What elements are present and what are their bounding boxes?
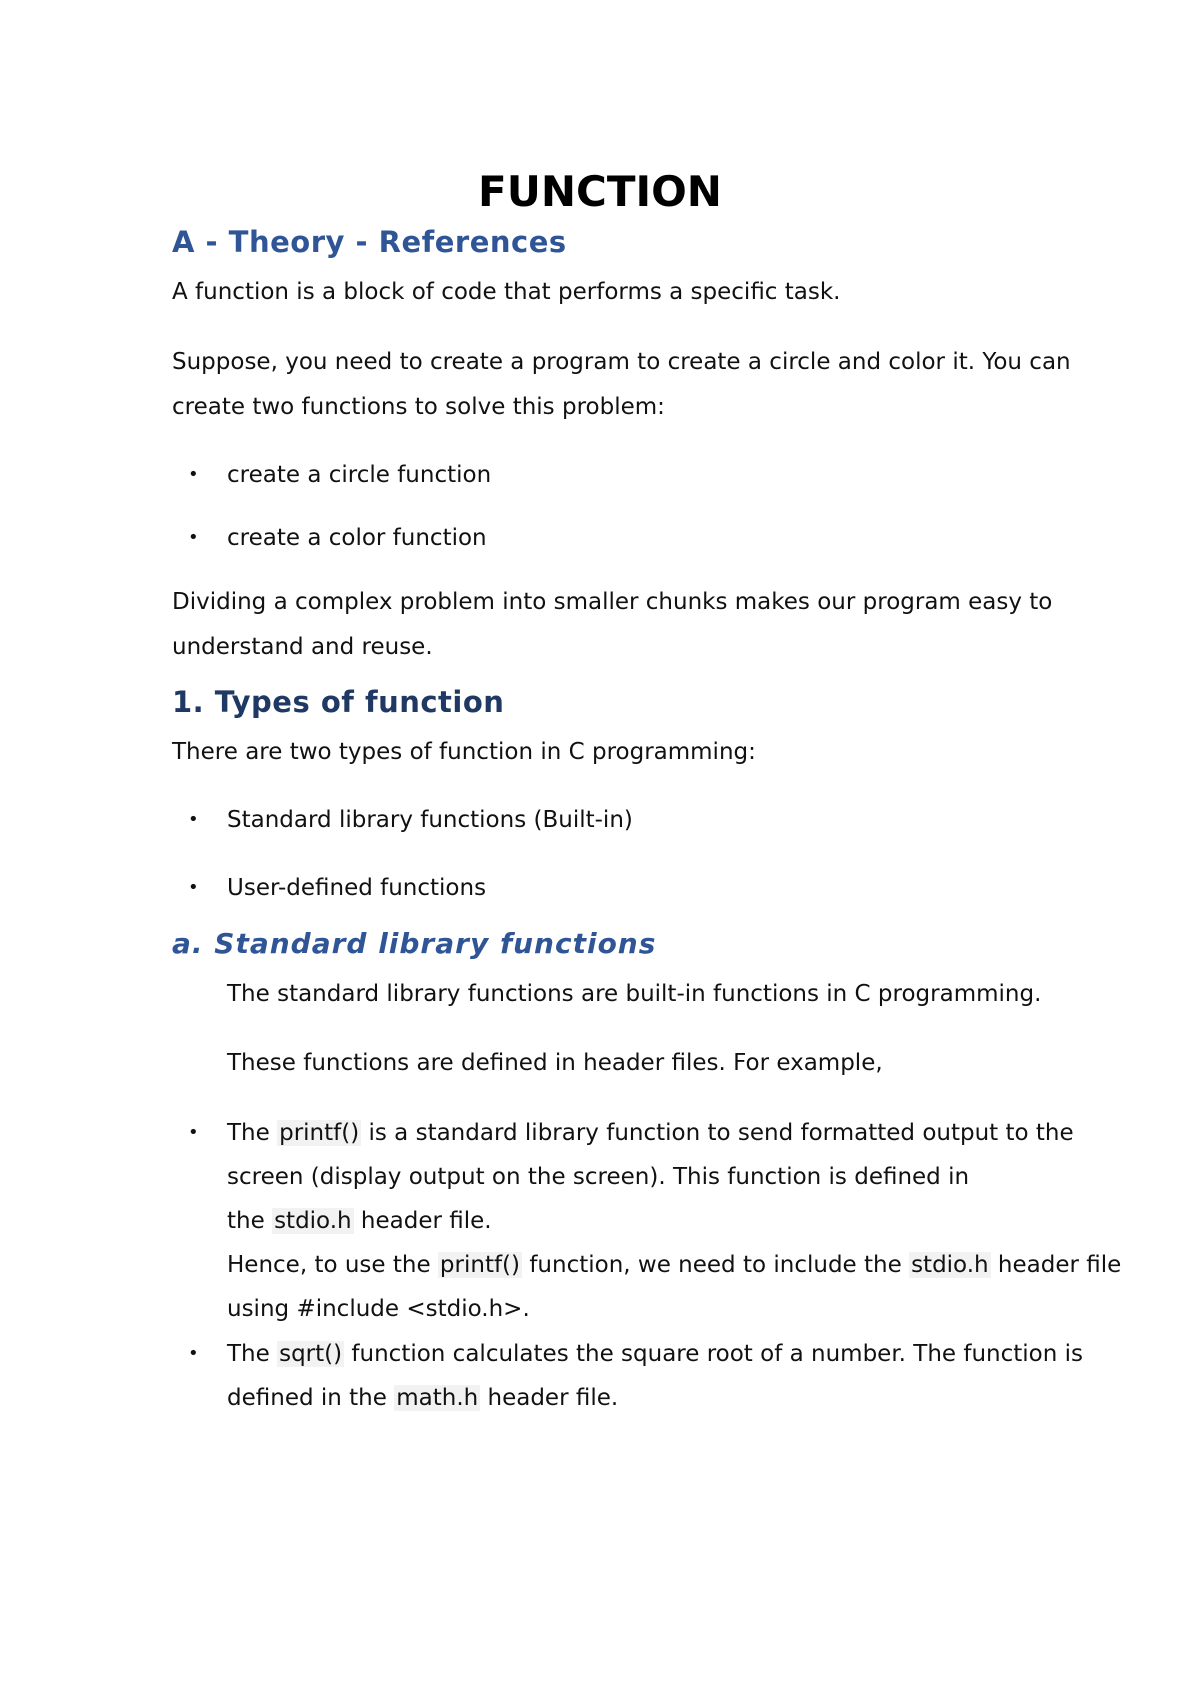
text-segment: header file. [353,1208,492,1234]
text-segment: function, we need to include the [522,1252,910,1278]
code-printf: printf() [439,1252,521,1278]
text-segment: Hence, to use the [227,1252,438,1278]
heading-standard-library-functions: a. Standard library functions [172,927,657,960]
sqrt-line2 [227,1376,618,1421]
list-item-user-defined: User-defined functions [227,875,487,901]
code-stdio-h: stdio.h [911,1252,989,1278]
list-item-standard-library: Standard library functions (Built-in) [227,807,633,833]
text-segment: the [227,1208,273,1234]
paragraph-two-types: There are two types of function in C programming: [172,739,756,765]
bullet-dot: • [188,877,199,898]
paragraph-suppose-line2: create two functions to solve this problem: [172,394,665,420]
code-math-h: math.h [396,1385,479,1411]
text-segment: The [227,1341,278,1367]
sqrt-line1 [227,1332,1083,1377]
text-segment: defined in the [227,1385,395,1411]
bullet-dot: • [188,464,199,485]
paragraph-built-in: The standard library functions are built-in functions in C programming. [227,981,1042,1007]
paragraph-suppose-line1: Suppose, you need to create a program to create a circle and color it. You can [172,349,1071,375]
text-segment: header file. [480,1385,619,1411]
document-title: FUNCTION [478,167,722,216]
bullet-dot: • [188,527,199,548]
heading-types-of-function: 1. Types of function [172,685,505,719]
printf-line1 [227,1111,1074,1156]
list-item-circle-function: create a circle function [227,462,492,488]
text-segment: header file [990,1252,1122,1278]
text-segment: The [227,1120,278,1146]
text-segment: function calculates the square root of a number. The function is [344,1341,1084,1367]
bullet-dot: • [188,809,199,830]
heading-theory-references: A - Theory - References [172,225,567,259]
code-stdio-h: stdio.h [274,1208,352,1234]
paragraph-dividing-line2: understand and reuse. [172,634,433,660]
list-item-color-function: create a color function [227,525,487,551]
bullet-dot: • [188,1343,199,1364]
printf-line3 [227,1199,492,1244]
printf-line5: using #include <stdio.h>. [227,1296,530,1322]
bullet-dot: • [188,1122,199,1143]
text-segment: is a standard library function to send formatted output to the [361,1120,1074,1146]
paragraph-function-definition: A function is a block of code that performs a specific task. [172,279,841,305]
paragraph-header-files: These functions are defined in header files. For example, [227,1050,883,1076]
printf-line2: screen (display output on the screen). This function is defined in [227,1164,970,1190]
paragraph-dividing-line1: Dividing a complex problem into smaller chunks makes our program easy to [172,589,1053,615]
code-printf: printf() [279,1120,360,1146]
code-sqrt: sqrt() [279,1341,343,1367]
printf-line4 [227,1243,1121,1288]
